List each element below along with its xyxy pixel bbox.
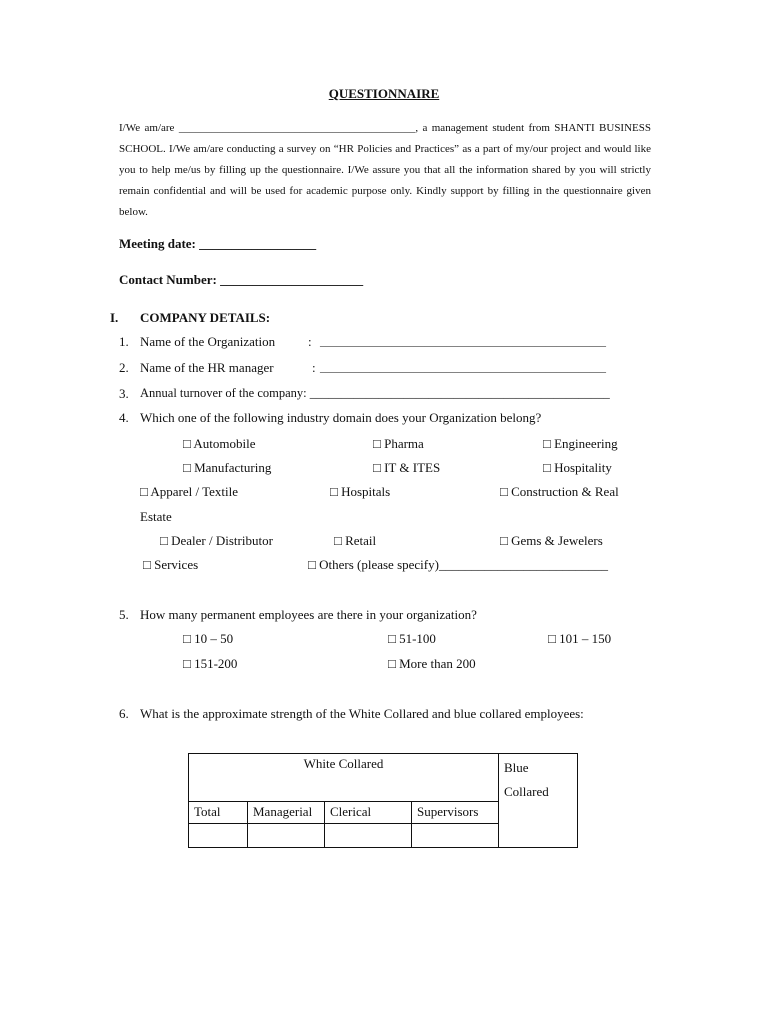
option-51-100[interactable]: □ 51-100 — [388, 631, 436, 646]
supervisors-input-cell[interactable] — [412, 824, 499, 848]
section-title: COMPANY DETAILS: — [140, 310, 271, 325]
option-others[interactable]: □ Others (please specify)__________________________ — [308, 557, 608, 572]
option-services[interactable]: □ Services — [143, 557, 199, 572]
question-text: What is the approximate strength of the White Collared and blue collared employees: — [140, 706, 584, 721]
question-number: 2. — [119, 360, 129, 375]
question-text: How many permanent employees are there in your organization? — [140, 607, 477, 622]
option-gems-jewelers[interactable]: □ Gems & Jewelers — [500, 533, 603, 548]
organization-name-input[interactable]: ____________________________________________________ — [320, 336, 606, 348]
clerical-input-cell[interactable] — [325, 824, 412, 848]
option-dealer-distributor[interactable]: □ Dealer / Distributor — [160, 533, 273, 548]
option-hospitality[interactable]: □ Hospitality — [543, 460, 612, 475]
question-number: 4. — [119, 410, 129, 425]
column-header-managerial: Managerial — [248, 802, 325, 824]
option-151-200[interactable]: □ 151-200 — [183, 656, 238, 671]
option-apparel-textile[interactable]: □ Apparel / Textile — [140, 484, 239, 499]
question-number: 1. — [119, 334, 129, 349]
option-101-150[interactable]: □ 101 – 150 — [548, 631, 612, 646]
question-separator: : — [308, 334, 312, 349]
column-header-supervisors: Supervisors — [412, 802, 499, 824]
option-it-ites[interactable]: □ IT & ITES — [373, 460, 441, 475]
blue-collared-header — [499, 754, 578, 848]
managerial-input-cell[interactable] — [248, 824, 325, 848]
total-input-cell[interactable] — [189, 824, 248, 848]
option-automobile[interactable]: □ Automobile — [183, 436, 256, 451]
blue-collared-label-2: Collared — [504, 784, 549, 799]
option-more-than-200[interactable]: □ More than 200 — [388, 656, 476, 671]
option-construction-real-estate[interactable]: □ Construction & Real — [500, 484, 619, 499]
page-title: QUESTIONNAIRE — [328, 86, 440, 101]
question-number: 3. — [119, 386, 129, 401]
contact-number-field[interactable]: Contact Number: ______________________ — [119, 272, 364, 287]
white-collared-header: White Collared — [189, 754, 499, 802]
section-number: I. — [110, 310, 119, 325]
question-text: Name of the Organization — [140, 334, 276, 349]
column-header-clerical: Clerical — [325, 802, 412, 824]
blue-collared-label-1: Blue — [504, 760, 529, 775]
option-pharma[interactable]: □ Pharma — [373, 436, 424, 451]
question-number: 5. — [119, 607, 129, 622]
option-engineering[interactable]: □ Engineering — [543, 436, 618, 451]
column-header-total: Total — [189, 802, 248, 824]
question-text: Which one of the following industry domain does your Organization belong? — [140, 410, 542, 425]
question-number: 6. — [119, 706, 129, 721]
option-hospitals[interactable]: □ Hospitals — [330, 484, 391, 499]
hr-manager-input[interactable]: ____________________________________________________ — [320, 362, 606, 374]
intro-paragraph: I/We am/are ___________________________________________, a management student from SHANTI BUSINESS SCHOOL. I/We am/are conducting a survey on “HR Policies and Practices” as a part of my/our project and would like you to help me/us by filling up the questionnaire. I/We assure you that all the information shared by you will strictly remain confidential and will be used for academic purpose only. Kindly support by filling in the questionnaire given below. — [119, 122, 651, 218]
employee-strength-table — [188, 753, 578, 848]
question-text: Name of the HR manager — [140, 360, 274, 375]
annual-turnover-input[interactable]: Annual turnover of the company: ________________________________________________ — [140, 386, 610, 400]
option-manufacturing[interactable]: □ Manufacturing — [183, 460, 272, 475]
option-10-50[interactable]: □ 10 – 50 — [183, 631, 234, 646]
option-retail[interactable]: □ Retail — [334, 533, 377, 548]
option-construction-real-estate-wrap: Estate — [140, 509, 172, 524]
meeting-date-field[interactable]: Meeting date: __________________ — [119, 236, 317, 251]
question-separator: : — [312, 360, 316, 375]
